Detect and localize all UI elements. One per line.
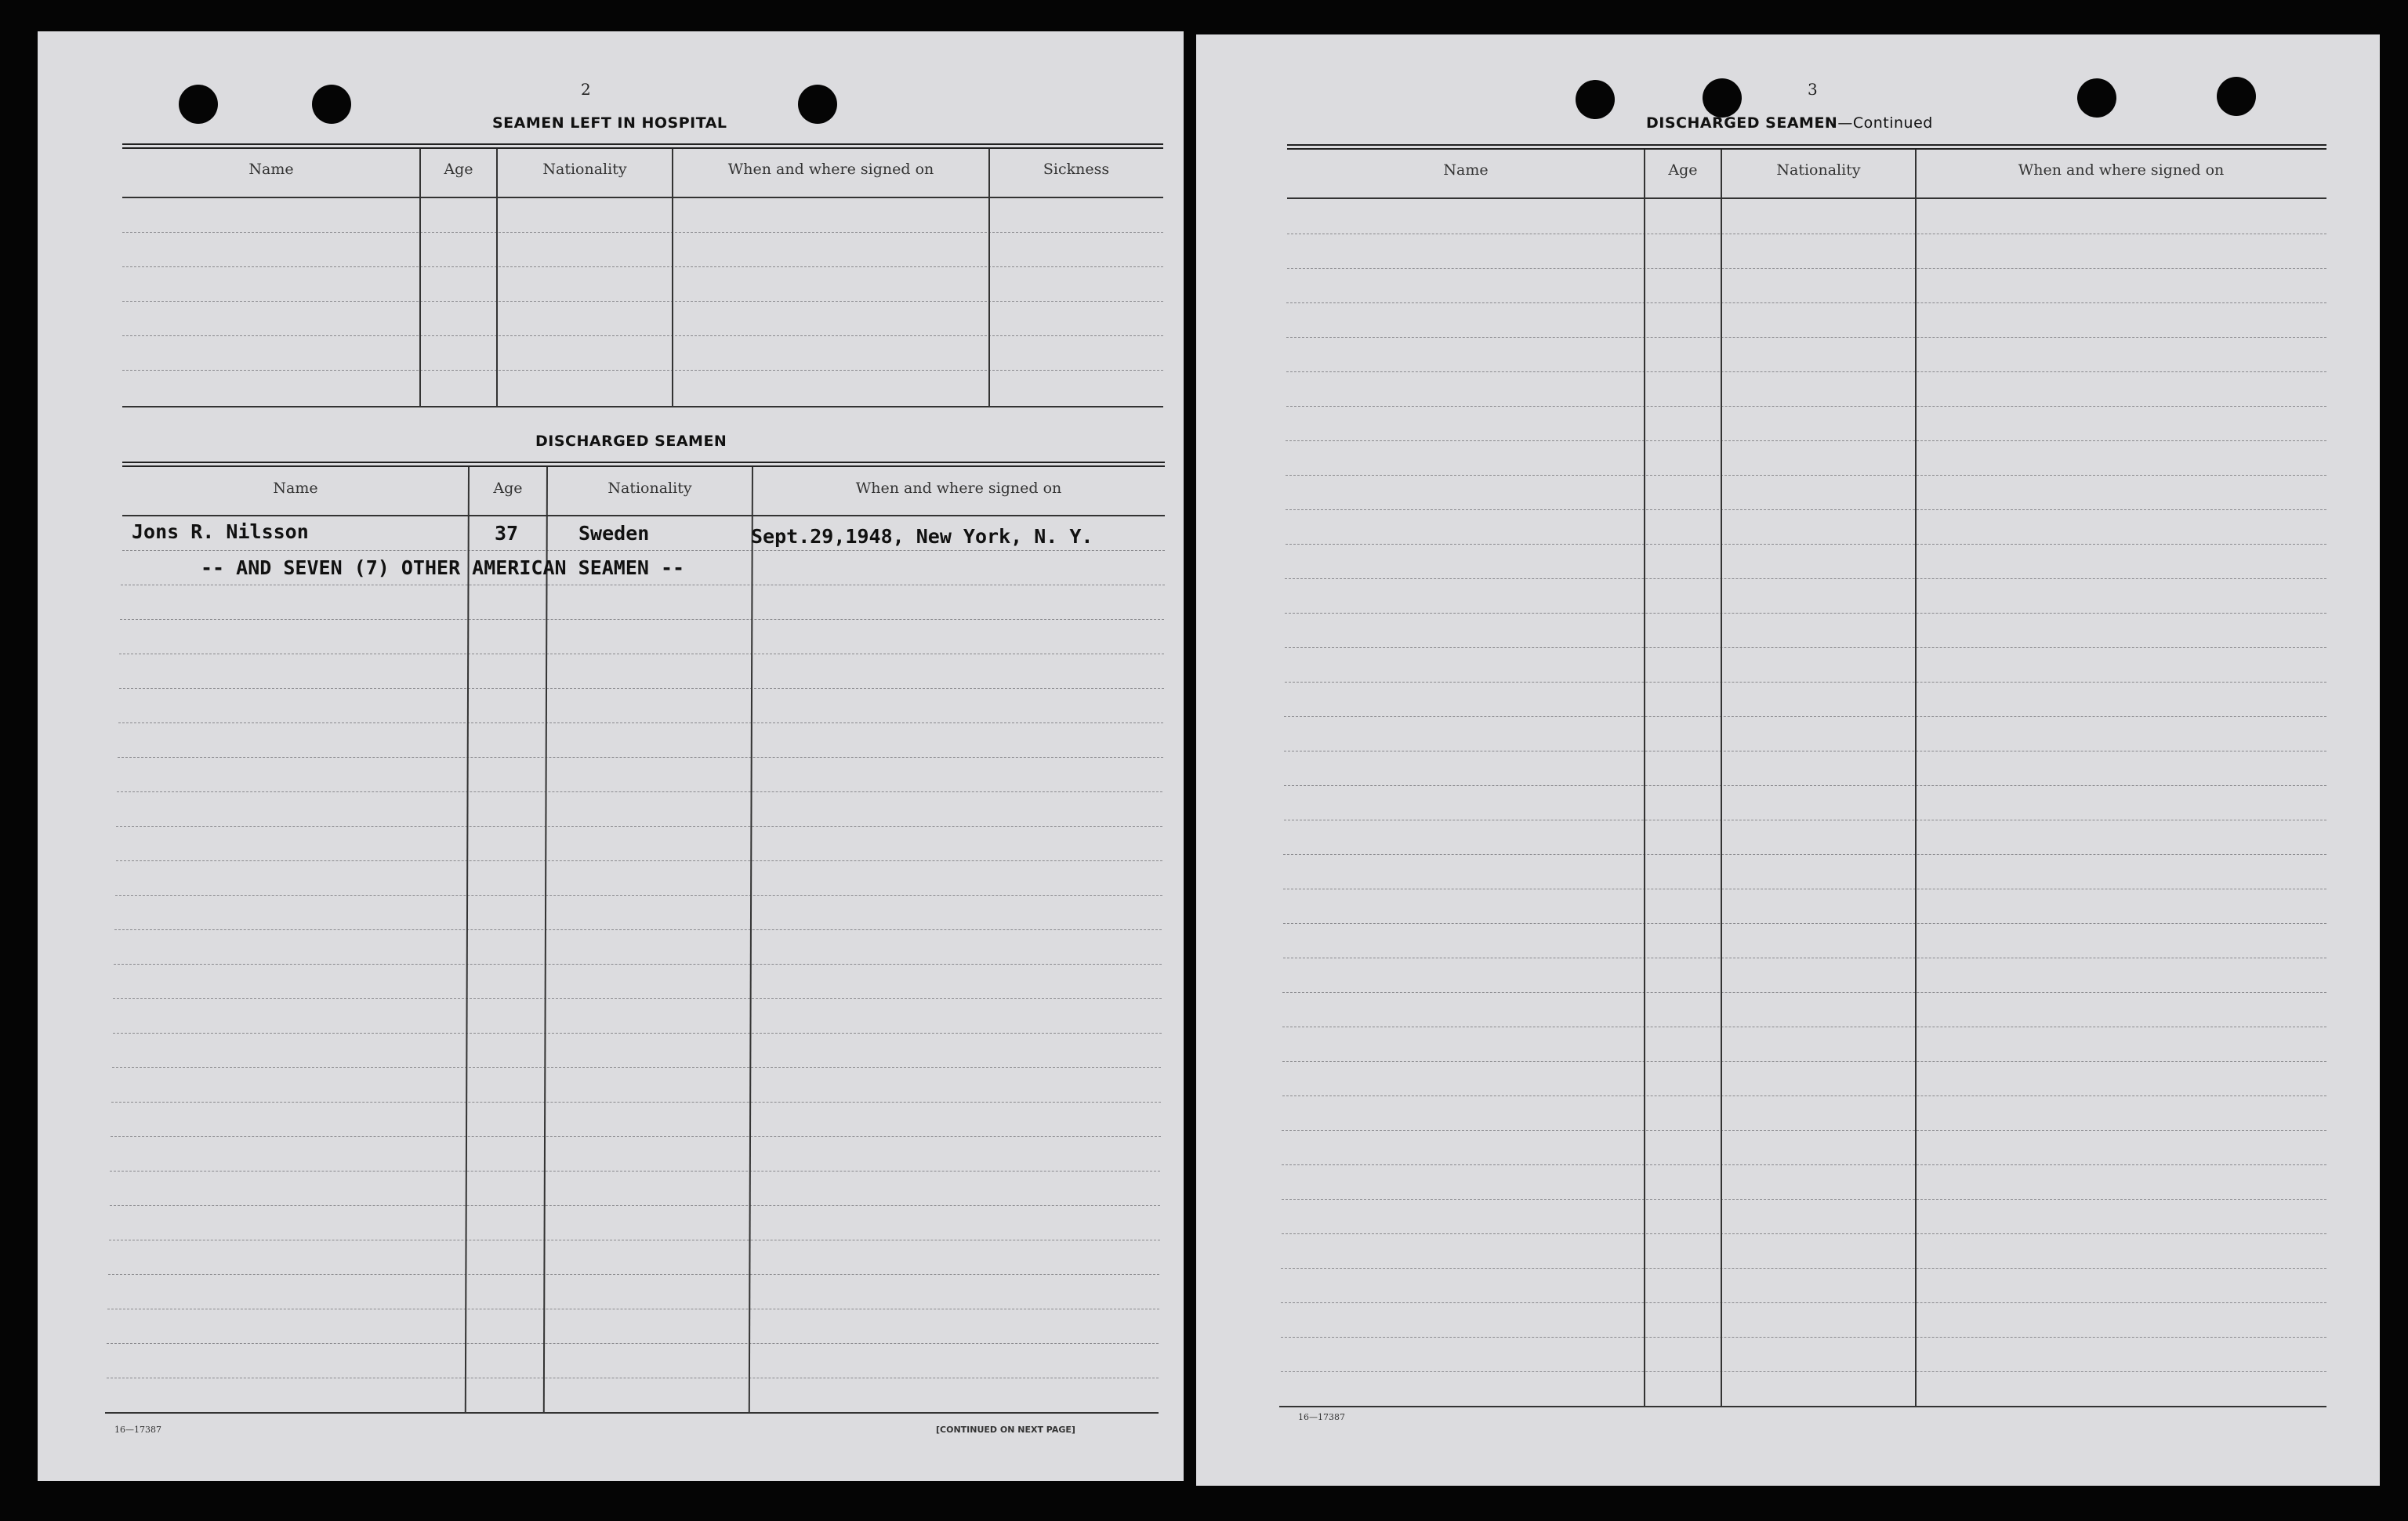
- table-row: [113, 1033, 1162, 1034]
- table-top-rule: [122, 143, 1163, 149]
- header-rule: [1287, 197, 2326, 199]
- table-row: [1282, 1130, 2326, 1131]
- discharged-continued-title: [1646, 114, 1933, 132]
- table-row: [1286, 475, 2326, 476]
- punch-hole: [312, 85, 351, 124]
- seaman-name: Jons R. Nilsson: [132, 520, 309, 543]
- right-page: [1196, 34, 2380, 1486]
- table-row: [119, 688, 1164, 689]
- column-header-age: Age: [1668, 161, 1698, 179]
- table-row: [118, 722, 1163, 723]
- table-bottom-rule: [1279, 1406, 2326, 1407]
- section-title-suffix: —Continued: [1837, 114, 1933, 132]
- table-row: [1282, 1164, 2326, 1165]
- column-header-signed-on: When and where signed on: [727, 161, 934, 178]
- column-divider: [672, 149, 673, 407]
- table-row: [117, 791, 1162, 792]
- form-number: 16—17387: [114, 1425, 161, 1435]
- punch-hole: [1576, 80, 1615, 119]
- column-divider: [1915, 150, 1917, 1407]
- table-row: [114, 929, 1162, 930]
- column-divider: [1644, 150, 1645, 1407]
- table-bottom-rule: [122, 406, 1163, 407]
- table-row: [1282, 992, 2326, 993]
- table-row: [122, 370, 1163, 371]
- table-row: [115, 895, 1162, 896]
- table-row: [1281, 1302, 2326, 1303]
- table-row: [122, 550, 1165, 551]
- header-rule: [122, 197, 1163, 198]
- discharged-section-title: DISCHARGED SEAMEN: [535, 433, 727, 450]
- table-row: [1283, 923, 2326, 924]
- page-number: 2: [581, 80, 591, 99]
- seaman-signed-on: Sept.29,1948, New York, N. Y.: [751, 525, 1093, 548]
- table-row: [1282, 1061, 2326, 1062]
- form-number: 16—17387: [1298, 1412, 1345, 1422]
- table-row: [122, 335, 1163, 336]
- table-row: [110, 1171, 1160, 1172]
- column-divider: [988, 149, 990, 407]
- punch-hole: [179, 85, 218, 124]
- table-row: [111, 1102, 1161, 1103]
- column-header-sickness: Sickness: [1043, 161, 1110, 178]
- column-divider: [465, 467, 470, 1414]
- table-row: [1282, 1233, 2326, 1234]
- table-row: [122, 232, 1163, 233]
- table-row: [1286, 509, 2326, 510]
- column-header-age: Age: [444, 161, 473, 178]
- table-row: [1284, 716, 2326, 717]
- table-row: [116, 826, 1162, 827]
- column-header-age: Age: [493, 480, 523, 497]
- table-row: [1283, 854, 2326, 855]
- seaman-nationality: Sweden: [578, 522, 650, 545]
- table-row: [122, 301, 1163, 302]
- section-title: DISCHARGED SEAMEN: [1646, 114, 1838, 132]
- table-row: [1285, 578, 2326, 579]
- table-row: [1281, 1371, 2326, 1372]
- column-header-nationality: Nationality: [607, 480, 692, 497]
- table-row: [1287, 268, 2326, 269]
- table-row: [120, 619, 1164, 620]
- table-row: [1282, 1095, 2326, 1096]
- table-row: [1286, 302, 2326, 303]
- table-top-rule: [1287, 144, 2326, 150]
- page-number: 3: [1808, 80, 1818, 99]
- table-row: [1286, 544, 2326, 545]
- table-row: [122, 266, 1163, 267]
- column-divider: [496, 149, 498, 407]
- column-divider: [1721, 150, 1722, 1407]
- column-header-name: Name: [248, 161, 294, 178]
- hospital-section-title: SEAMEN LEFT IN HOSPITAL: [492, 114, 727, 132]
- punch-hole: [2077, 78, 2116, 118]
- table-row: [1284, 785, 2326, 786]
- table-row: [110, 1205, 1160, 1206]
- column-divider: [419, 149, 421, 407]
- table-row: [111, 1136, 1161, 1137]
- seaman-age: 37: [495, 522, 519, 545]
- table-row: [1281, 1268, 2326, 1269]
- table-row: [1282, 1199, 2326, 1200]
- table-row: [112, 1067, 1161, 1068]
- table-row: [114, 964, 1162, 965]
- column-header-nationality: Nationality: [1776, 161, 1861, 179]
- table-row: [1285, 647, 2326, 648]
- punch-hole: [2217, 77, 2256, 116]
- table-row: [1286, 406, 2326, 407]
- table-row: [108, 1274, 1159, 1275]
- table-bottom-rule: [105, 1412, 1159, 1414]
- table-row: [1281, 1337, 2326, 1338]
- table-row: [116, 860, 1162, 861]
- table-row: [1285, 682, 2326, 683]
- column-header-signed-on: When and where signed on: [2018, 161, 2225, 179]
- table-row: [1285, 613, 2326, 614]
- table-row: [107, 1343, 1159, 1344]
- column-header-name: Name: [273, 480, 318, 497]
- punch-hole: [1703, 78, 1742, 118]
- table-row: [118, 757, 1163, 758]
- table-top-rule: [122, 462, 1165, 467]
- table-row: [1286, 440, 2326, 441]
- continued-note: [CONTINUED ON NEXT PAGE]: [936, 1425, 1075, 1435]
- column-header-signed-on: When and where signed on: [855, 480, 1062, 497]
- discharged-note: -- AND SEVEN (7) OTHER AMERICAN SEAMEN --: [201, 556, 685, 579]
- column-divider: [749, 467, 753, 1414]
- table-row: [113, 998, 1162, 999]
- punch-hole: [798, 85, 837, 124]
- column-header-nationality: Nationality: [542, 161, 627, 178]
- column-divider: [543, 467, 548, 1414]
- header-rule: [122, 515, 1165, 516]
- table-row: [1286, 337, 2326, 338]
- table-row: [1286, 371, 2326, 372]
- left-page: [38, 31, 1184, 1481]
- column-header-name: Name: [1443, 161, 1489, 179]
